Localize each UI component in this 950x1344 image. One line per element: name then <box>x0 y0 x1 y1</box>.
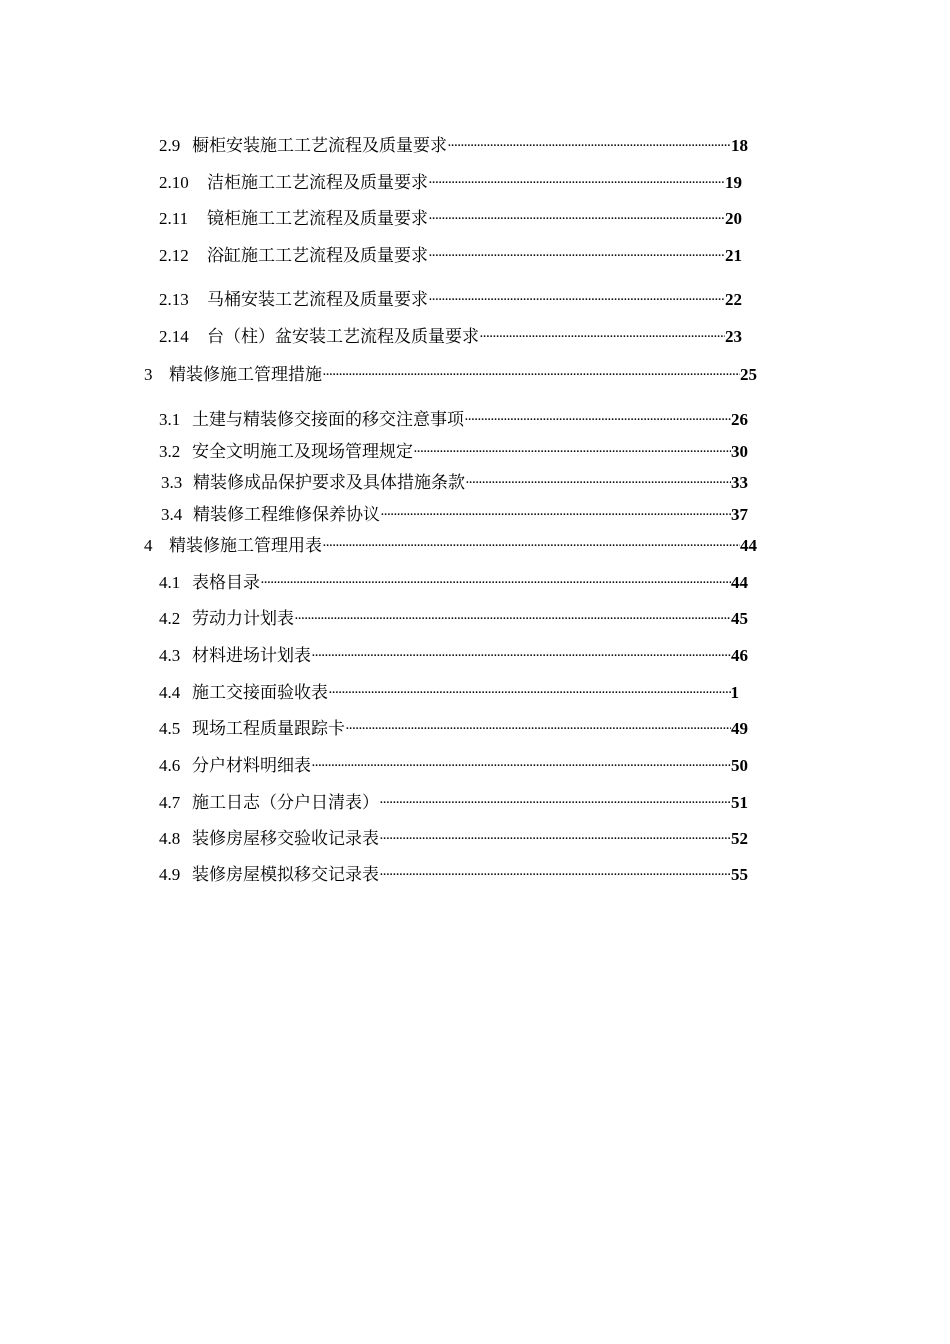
toc-entry-4-6[interactable] <box>159 747 748 776</box>
dot-leader <box>413 433 731 457</box>
toc-entry-page: 22 <box>725 290 742 309</box>
toc-entry-number: 4.2 <box>159 609 181 628</box>
toc-entry-number: 4.4 <box>159 683 181 702</box>
toc-entry-number: 3.2 <box>159 442 181 461</box>
toc-entry-page: 44 <box>731 573 748 592</box>
toc-entry-title: 材料进场计划表 <box>192 646 311 666</box>
toc-entry-page: 55 <box>731 865 748 884</box>
dot-leader <box>379 820 731 844</box>
toc-entry-page: 51 <box>731 793 748 812</box>
dot-leader <box>380 496 731 520</box>
dot-leader <box>428 200 725 224</box>
toc-entry-page: 1 <box>730 683 739 702</box>
dot-leader <box>328 674 731 698</box>
toc-entry-number: 2.12 <box>159 246 189 265</box>
toc-entry-number: 4.7 <box>159 793 181 812</box>
dot-leader <box>345 710 731 734</box>
dot-leader <box>428 237 725 261</box>
dot-leader <box>260 564 731 588</box>
toc-entry-number: 4.9 <box>159 865 181 884</box>
toc-entry-number: 4.6 <box>159 756 181 775</box>
dot-leader <box>428 164 725 188</box>
toc-entry-number: 2.11 <box>159 209 189 228</box>
toc-entry-number: 4.3 <box>159 646 181 665</box>
toc-entry-title: 土建与精装修交接面的移交注意事项 <box>192 410 464 430</box>
toc-entry-4-9[interactable] <box>159 856 748 885</box>
dot-leader <box>311 747 731 771</box>
toc-entry-number: 3.3 <box>161 473 183 492</box>
toc-entry-4-1[interactable] <box>159 564 748 593</box>
toc-entry-title: 施工交接面验收表 <box>192 683 328 703</box>
toc-entry-number: 4.1 <box>159 573 181 592</box>
toc-entry-title: 分户材料明细表 <box>192 756 311 776</box>
toc-entry-2-12[interactable] <box>159 237 742 266</box>
dot-leader <box>322 527 740 551</box>
toc-entry-4-8[interactable] <box>159 820 748 849</box>
toc-entry-4-7[interactable] <box>159 784 748 813</box>
toc-entry-title: 劳动力计划表 <box>192 609 294 629</box>
toc-entry-page: 44 <box>740 536 757 555</box>
toc-entry-3-4[interactable] <box>161 496 748 525</box>
dot-leader <box>379 856 731 880</box>
toc-entry-number: 3.4 <box>161 505 183 524</box>
toc-entry-3-2[interactable] <box>159 433 748 462</box>
toc-entry-title: 装修房屋模拟移交记录表 <box>192 865 379 885</box>
dot-leader <box>447 127 731 151</box>
dot-leader <box>311 637 731 661</box>
toc-entry-2-9[interactable] <box>159 127 748 156</box>
toc-entry-title: 施工日志（分户日清表） <box>192 793 379 813</box>
toc-entry-4-2[interactable] <box>159 600 748 629</box>
toc-entry-title: 现场工程质量跟踪卡 <box>192 719 345 739</box>
toc-entry-number: 3 <box>144 365 153 384</box>
toc-entry-title: 精装修施工管理措施 <box>169 365 322 385</box>
toc-entry-page: 37 <box>731 505 748 524</box>
toc-entry-4-3[interactable] <box>159 637 748 666</box>
toc-entry-number: 3.1 <box>159 410 181 429</box>
toc-entry-page: 19 <box>725 173 742 192</box>
toc-entry-title: 台（柱）盆安装工艺流程及质量要求 <box>207 327 479 347</box>
toc-entry-title: 镜柜施工工艺流程及质量要求 <box>207 209 428 229</box>
toc-entry-title: 表格目录 <box>192 573 260 593</box>
toc-entry-number: 4.5 <box>159 719 181 738</box>
toc-entry-title: 橱柜安装施工工艺流程及质量要求 <box>192 136 447 156</box>
toc-entry-title: 马桶安装工艺流程及质量要求 <box>207 290 428 310</box>
toc-entry-page: 20 <box>725 209 742 228</box>
dot-leader <box>465 464 731 488</box>
toc-entry-number: 2.13 <box>159 290 189 309</box>
toc-entry-page: 50 <box>731 756 748 775</box>
toc-entry-page: 25 <box>740 365 757 384</box>
toc-entry-title: 精装修施工管理用表 <box>169 536 322 556</box>
toc-entry-title: 装修房屋移交验收记录表 <box>192 829 379 849</box>
toc-entry-page: 49 <box>731 719 748 738</box>
toc-entry-3[interactable] <box>144 356 757 385</box>
dot-leader <box>479 318 725 342</box>
toc-entry-title: 洁柜施工工艺流程及质量要求 <box>207 173 428 193</box>
toc-entry-title: 浴缸施工工艺流程及质量要求 <box>207 246 428 266</box>
toc-entry-2-14[interactable] <box>159 318 742 347</box>
toc-entry-2-10[interactable] <box>159 164 742 193</box>
toc-entry-page: 26 <box>731 410 748 429</box>
toc-entry-number: 4.8 <box>159 829 181 848</box>
toc-entry-page: 30 <box>731 442 748 461</box>
toc-entry-title: 精装修成品保护要求及具体措施条款 <box>193 473 465 493</box>
toc-entry-3-1[interactable] <box>159 401 748 430</box>
dot-leader <box>428 281 725 305</box>
dot-leader <box>294 600 731 624</box>
toc-entry-page: 52 <box>731 829 748 848</box>
toc-entry-title: 精装修工程维修保养协议 <box>193 505 380 525</box>
toc-entry-title: 安全文明施工及现场管理规定 <box>192 442 413 462</box>
toc-entry-page: 21 <box>725 246 742 265</box>
dot-leader <box>464 401 731 425</box>
toc-entry-2-11[interactable] <box>159 200 742 229</box>
toc-entry-3-3[interactable] <box>161 464 748 493</box>
toc-entry-page: 33 <box>731 473 748 492</box>
dot-leader <box>322 356 740 380</box>
toc-entry-number: 2.9 <box>159 136 181 155</box>
toc-entry-4-4[interactable] <box>159 674 739 703</box>
toc-entry-number: 2.14 <box>159 327 189 346</box>
toc-entry-page: 23 <box>725 327 742 346</box>
toc-entry-page: 45 <box>731 609 748 628</box>
toc-entry-4[interactable] <box>144 527 757 556</box>
dot-leader <box>379 784 731 808</box>
toc-entry-2-13[interactable] <box>159 281 742 310</box>
toc-entry-page: 46 <box>731 646 748 665</box>
toc-entry-page: 18 <box>731 136 748 155</box>
toc-entry-number: 2.10 <box>159 173 189 192</box>
toc-entry-number: 4 <box>144 536 153 555</box>
toc-entry-4-5[interactable] <box>159 710 748 739</box>
